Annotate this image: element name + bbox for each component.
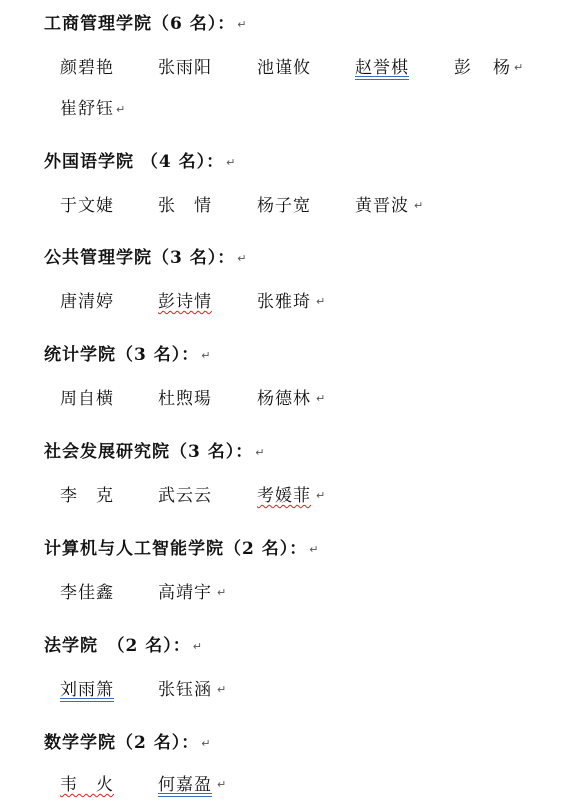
paragraph-mark: ↵ bbox=[217, 683, 227, 696]
paragraph-mark: ↵ bbox=[255, 445, 266, 459]
student-name: 张雨阳 bbox=[158, 58, 212, 78]
paragraph-mark: ↵ bbox=[316, 295, 326, 308]
paragraph-mark: ↵ bbox=[316, 392, 326, 405]
paragraph-mark: ↵ bbox=[192, 639, 203, 653]
paragraph-mark: ↵ bbox=[414, 199, 424, 212]
student-name: 韦 火 bbox=[60, 775, 114, 795]
student-name: 崔舒钰 bbox=[60, 99, 114, 119]
section-heading: 统计学院（3 名）： ↵ bbox=[44, 345, 212, 365]
student-name: 池谨攸 bbox=[257, 58, 311, 78]
student-name: 李 克 bbox=[60, 486, 114, 506]
paragraph-mark: ↵ bbox=[217, 778, 227, 791]
student-name: 武云云 bbox=[158, 486, 212, 506]
student-name: 高靖宇 bbox=[158, 583, 212, 603]
section-heading: 社会发展研究院（3 名）： ↵ bbox=[44, 442, 266, 462]
student-name: 杜煦瑒 bbox=[158, 389, 212, 409]
paragraph-mark: ↵ bbox=[309, 542, 320, 556]
student-name: 张钰涵 bbox=[158, 680, 212, 700]
paragraph-mark: ↵ bbox=[514, 61, 524, 74]
student-name: 赵誉棋 bbox=[355, 58, 409, 78]
student-name: 彭 bbox=[454, 58, 472, 78]
paragraph-mark: ↵ bbox=[217, 586, 227, 599]
student-name: 张雅琦 bbox=[257, 292, 311, 312]
student-name: 考媛菲 bbox=[257, 486, 311, 506]
paragraph-mark: ↵ bbox=[237, 251, 248, 265]
section-heading: 外国语学院 （4 名）： ↵ bbox=[44, 152, 237, 172]
section-heading: 法学院 （2 名）： ↵ bbox=[44, 636, 203, 656]
student-name: 刘雨箫 bbox=[60, 680, 114, 700]
paragraph-mark: ↵ bbox=[201, 348, 212, 362]
paragraph-mark: ↵ bbox=[226, 155, 237, 169]
section-heading: 公共管理学院（3 名）： ↵ bbox=[44, 248, 248, 268]
student-name: 何嘉盈 bbox=[158, 775, 212, 795]
student-name: 周自横 bbox=[60, 389, 114, 409]
paragraph-mark: ↵ bbox=[237, 17, 248, 31]
section-heading: 工商管理学院（6 名）： ↵ bbox=[44, 14, 248, 34]
student-name: 黄晋波 bbox=[355, 196, 409, 216]
paragraph-mark: ↵ bbox=[316, 489, 326, 502]
student-name: 杨德林 bbox=[257, 389, 311, 409]
paragraph-mark: ↵ bbox=[116, 102, 126, 116]
student-name: 李佳鑫 bbox=[60, 583, 114, 603]
student-name: 杨 bbox=[493, 58, 511, 78]
student-name: 唐清婷 bbox=[60, 292, 114, 312]
student-name: 颜碧艳 bbox=[60, 58, 114, 78]
name-row bbox=[60, 97, 125, 122]
student-name: 于文婕 bbox=[60, 196, 114, 216]
student-name: 彭诗情 bbox=[158, 292, 212, 312]
student-name: 杨子宽 bbox=[257, 196, 311, 216]
section-heading: 数学学院（2 名）： ↵ bbox=[44, 733, 212, 753]
paragraph-mark: ↵ bbox=[201, 736, 212, 750]
section-heading: 计算机与人工智能学院（2 名）： ↵ bbox=[44, 539, 320, 559]
student-name: 张 情 bbox=[158, 196, 212, 216]
